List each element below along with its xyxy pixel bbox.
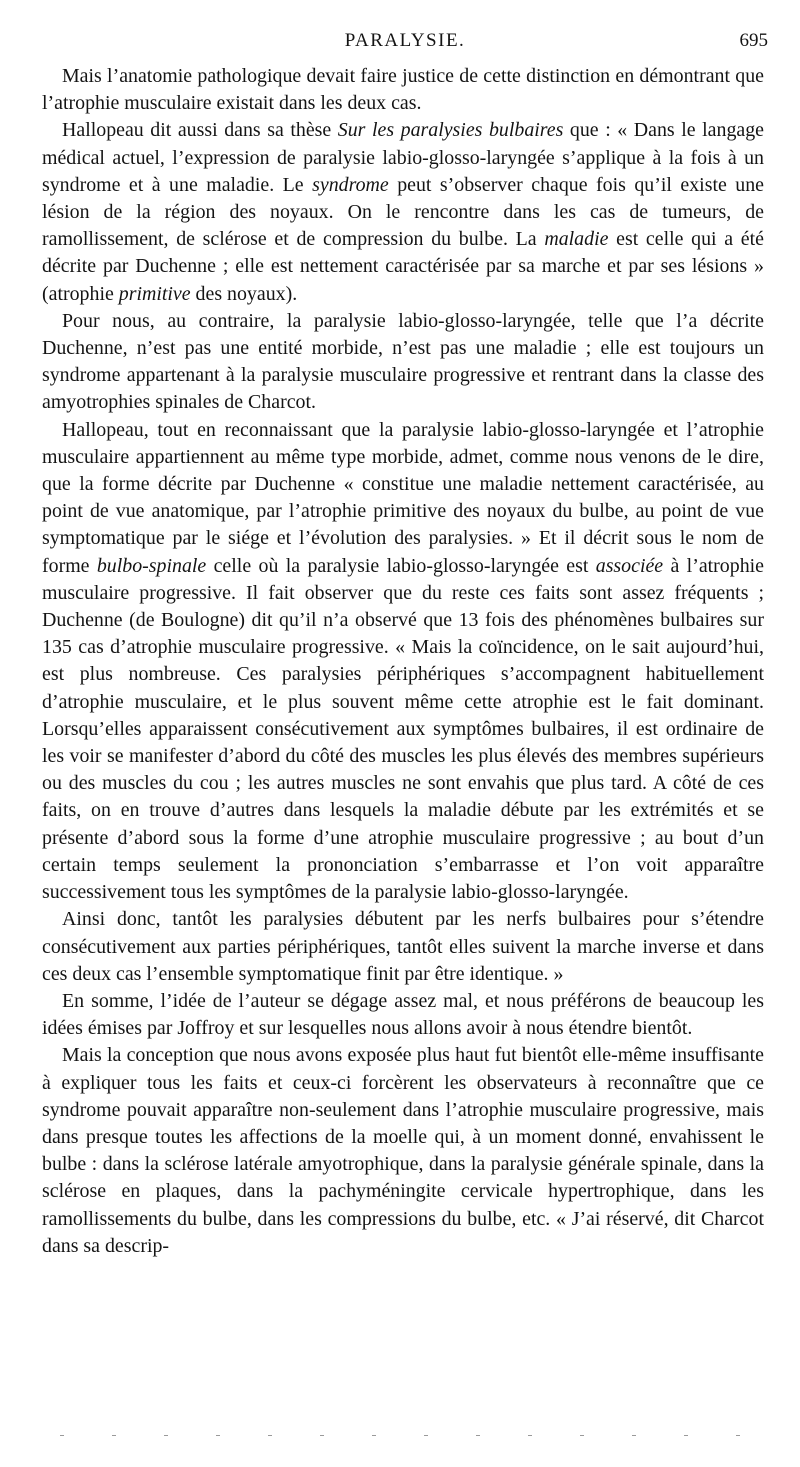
text-run: Mais l’anatomie pathologique devait faire justice de cette distinction en démontrant que l’atrophie musculaire existait dans les deux cas.	[42, 65, 764, 115]
text-run: Pour nous, au contraire, la paralysie labio-glosso-laryngée, telle que l’a décrite Duchenne, n’est pas une entité morbide, n’est pas une maladie ; elle est toujours un syndrome appartenant à la paralysie musculaire progressive et rentrant dans la classe des amyotrophies spinales de Charcot.	[42, 309, 764, 414]
italic-text: Sur les paralysies bulbaires	[337, 119, 564, 142]
text-run: Mais la conception que nous avons exposée plus haut fut bientôt elle-même insuffisante à expliquer tous les faits et ceux-ci forcèrent les observateurs à reconnaître que ce syndrome pouvait apparaître non-seulement dans l’atrophie musculaire progressive, mais dans presque toutes les affections de la moelle qui, à un moment donné, envahissent le bulbe : dans la sclérose latérale amyotrophique, dans la paralysie générale spinale, dans la sclérose en plaques, dans la pachyméningite cervicale hypertrophique, dans les ramollissements du bulbe, dans les compressions du bulbe, etc. « J’ai réservé, dit Charcot dans sa descrip-	[42, 1044, 764, 1257]
print-mark	[424, 1435, 428, 1436]
print-mark	[632, 1435, 636, 1436]
body-text	[42, 63, 764, 1260]
paragraph	[42, 63, 764, 117]
text-run: des noyaux).	[190, 282, 298, 305]
print-mark	[476, 1435, 480, 1436]
print-mark	[372, 1435, 376, 1436]
page-number: 695	[739, 30, 768, 51]
text-run: Ainsi donc, tantôt les paralysies débutent par les nerfs bulbaires pour s’étendre consécutivement aux parties périphériques, tantôt elles suivent la marche inverse et dans ces deux cas l’ensemble symptomatique finit par être identique. »	[42, 908, 764, 985]
text-run: En somme, l’idée de l’auteur se dégage assez mal, et nous préférons de beaucoup les idées émises par Joffroy et sur lesquelles nous allons avoir à nous étendre bientôt.	[42, 989, 764, 1040]
italic-text: syndrome	[312, 173, 389, 196]
print-mark	[736, 1435, 740, 1436]
italic-text: maladie	[544, 228, 609, 251]
text-run: peut s’observer chaque fois qu’il existe une lésion de la région des noyaux. On le rencontre dans les cas de tumeurs, de ramollissement, de sclérose et de compression du bulbe. La	[42, 173, 764, 251]
paragraph	[42, 1042, 764, 1260]
italic-text: primitive	[118, 282, 191, 305]
italic-text: bulbo-spinale	[96, 554, 207, 577]
paragraph	[42, 417, 764, 907]
text-run: celle où la paralysie labio-glosso-laryngée est	[206, 554, 596, 577]
print-mark	[528, 1435, 532, 1436]
print-mark	[164, 1435, 168, 1436]
print-mark	[580, 1435, 584, 1436]
print-mark	[320, 1435, 324, 1436]
paragraph	[42, 988, 764, 1042]
print-mark	[60, 1435, 64, 1436]
paragraph	[42, 308, 764, 417]
text-run: que : « Dans le langage médical actuel, l’expression de paralysie labio-glosso-laryngée s’applique à la fois à un syndrome et à une maladie. Le	[42, 119, 764, 196]
text-run: à l’atrophie musculaire progressive. Il fait observer que du reste ces faits sont assez fréquents ; Duchenne (de Boulogne) dit qu’il n’a observé que 13 fois des phénomènes bulbaires sur 135 cas d’atrophie musculaire progressive. « Mais la coïncidence, on le sait aujourd’hui, est plus nombreuse. Ces paralysies périphériques s’accompagnent habituellement d’atrophie musculaire, et le plus souvent même cette atrophie est le fait dominant. Lorsqu’elles apparaissent consécutivement aux symptômes bulbaires, il est ordinaire de les voir se manifester d’abord du côté des muscles les plus élevés des membres supérieurs ou des muscles du cou ; les autres muscles ne sont envahis que plus tard. A côté de ces faits, on en trouve d’autres dans lesquels la maladie débute par les extrémités et se présente d’abord sous la forme d’une atrophie musculaire progressive ; au bout d’un certain temps seulement la prononciation s’embarrasse et l’on voit apparaître successivement tous les symptômes de la paralysie labio-glosso-laryngée.	[42, 554, 764, 904]
paragraph	[42, 906, 764, 988]
paragraph	[42, 117, 764, 307]
print-mark	[684, 1435, 688, 1436]
print-mark	[268, 1435, 272, 1436]
running-head	[42, 30, 768, 56]
running-title: PARALYSIE.	[344, 30, 466, 51]
text-run: Hallopeau, tout en reconnaissant que la paralysie labio-glosso-laryngée et l’atrophie musculaire appartiennent au même type morbide, admet, comme nous venons de le dire, que la forme décrite par Duchenne « constitue une maladie nettement caractérisée, au point de vue anatomique, par l’atrophie primitive des noyaux du bulbe, au point de vue symptomatique par le siége et l’évolution des paralysies. » Et il décrit sous le nom de forme	[42, 418, 764, 577]
bottom-edge-marks	[60, 1431, 740, 1439]
print-mark	[216, 1435, 220, 1436]
text-run: est celle qui a été décrite par Duchenne ; elle est nettement caractérisée par sa marche et par ses lésions » (atrophie	[42, 228, 764, 305]
print-mark	[112, 1435, 116, 1436]
text-run: Hallopeau dit aussi dans sa thèse	[62, 119, 338, 142]
italic-text: associée	[595, 554, 664, 577]
